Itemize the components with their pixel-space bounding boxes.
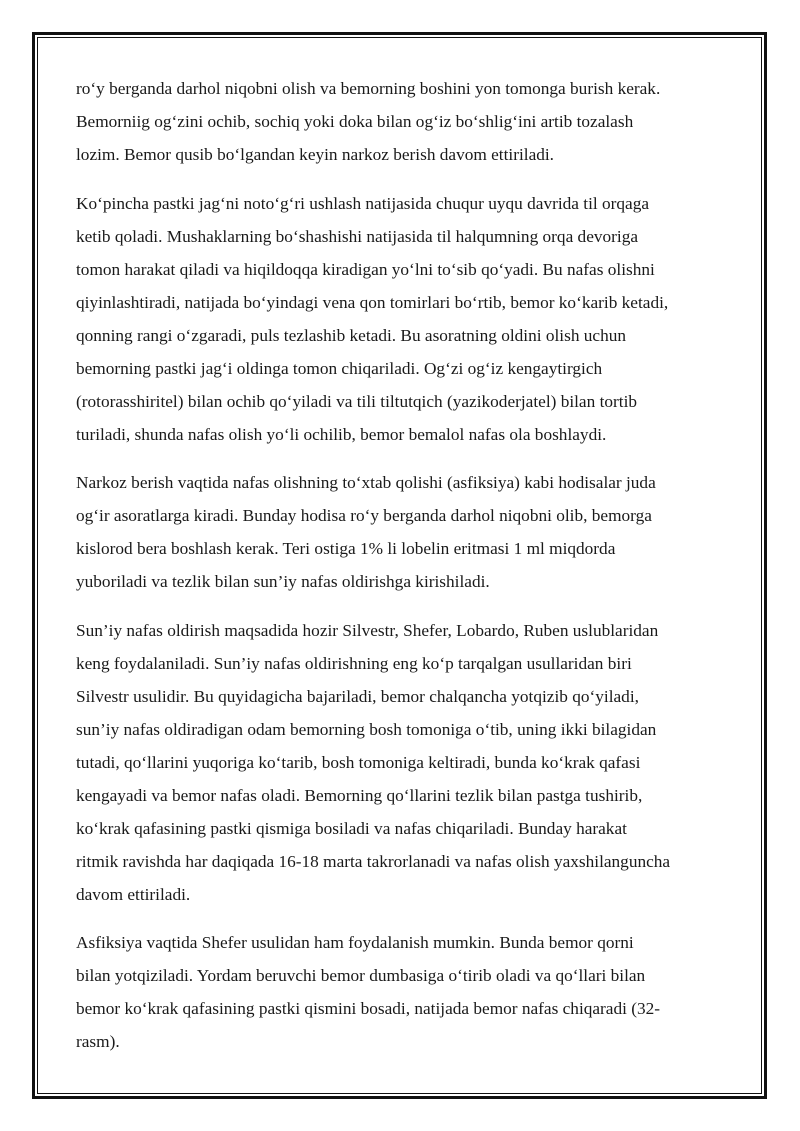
paragraph-1: ro‘y berganda darhol niqobni olish va bemorning boshini yon tomonga burish kerak. Bemorniig og‘zini ochib, sochiq yoki doka bilan og‘iz bo‘shlig‘ini artib tozalash lozim. Bemor qusib bo‘lgandan keyin narkoz berish davom ettiriladi. [76, 79, 661, 164]
document-body [76, 72, 726, 1074]
paragraph-3: Narkoz berish vaqtida nafas olishning to‘xtab qolishi (asfiksiya) kabi hodisalar juda og‘ir asoratlarga kiradi. Bunday hodisa ro‘y berganda darhol niqobni olib, bemorga kislorod bera boshlash kerak. Teri ostiga 1% li lobelin eritmasi 1 ml miqdorda yuboriladi va tezlik bilan sun’iy nafas oldirishga kirishiladi. [76, 473, 656, 591]
paragraph-4: Sun’iy nafas oldirish maqsadida hozir Silvestr, Shefer, Lobardo, Ruben uslublaridan keng foydalaniladi. Sun’iy nafas oldirishning eng ko‘p tarqalgan usullaridan biri Silvestr usulidir. Bu quyidagicha bajariladi, bemor chalqancha yotqizib qo‘yiladi, sun’iy nafas oldiradigan odam bemorning bosh tomoniga o‘tib, uning ikki bilagidan tutadi, qo‘llarini yuqoriga ko‘tarib, bosh tomoniga keltiradi, bunda ko‘krak qafasi kengayadi va bemor nafas oladi. Bemorning qo‘llarini tezlik bilan pastga tushirib, ko‘krak qafasining pastki qismiga bosiladi va nafas chiqariladi. Bunday harakat ritmik ravishda har daqiqada 16-18 marta takrorlanadi va nafas olish yaxshilanguncha davom ettiriladi. [76, 620, 671, 904]
paragraph-2: Ko‘pincha pastki jag‘ni noto‘g‘ri ushlash natijasida chuqur uyqu davrida til orqaga ketib qoladi. Mushaklarning bo‘shashishi natijasida til halqumning orqa devoriga tomon harakat qiladi va hiqildoqqa kiradigan yo‘lni to‘sib qo‘yadi. Bu nafas olishni qiyinlashtiradi, natijada bo‘yindagi vena qon tomirlari bo‘rtib, bemor ko‘karib ketadi, qonning rangi o‘zgaradi, puls tezlashib ketadi. Bu asoratning oldini olish uchun bemorning pastki jag‘i oldinga tomon chiqariladi. Og‘zi og‘iz kengaytirgich (rotorasshiritel) bilan ochib qo‘yiladi va tili tiltutqich (yazikoderjatel) bilan tortib turiladi, shunda nafas olish yo‘li ochilib, bemor bemalol nafas ola boshlaydi. [76, 193, 669, 444]
paragraph-5: Asfiksiya vaqtida Shefer usulidan ham foydalanish mumkin. Bunda bemor qorni bilan yotqiziladi. Yordam beruvchi bemor dumbasiga o‘tirib oladi va qo‘llari bilan bemor ko‘krak qafasining pastki qismini bosadi, natijada bemor nafas chiqaradi (32- rasm). [76, 933, 661, 1051]
